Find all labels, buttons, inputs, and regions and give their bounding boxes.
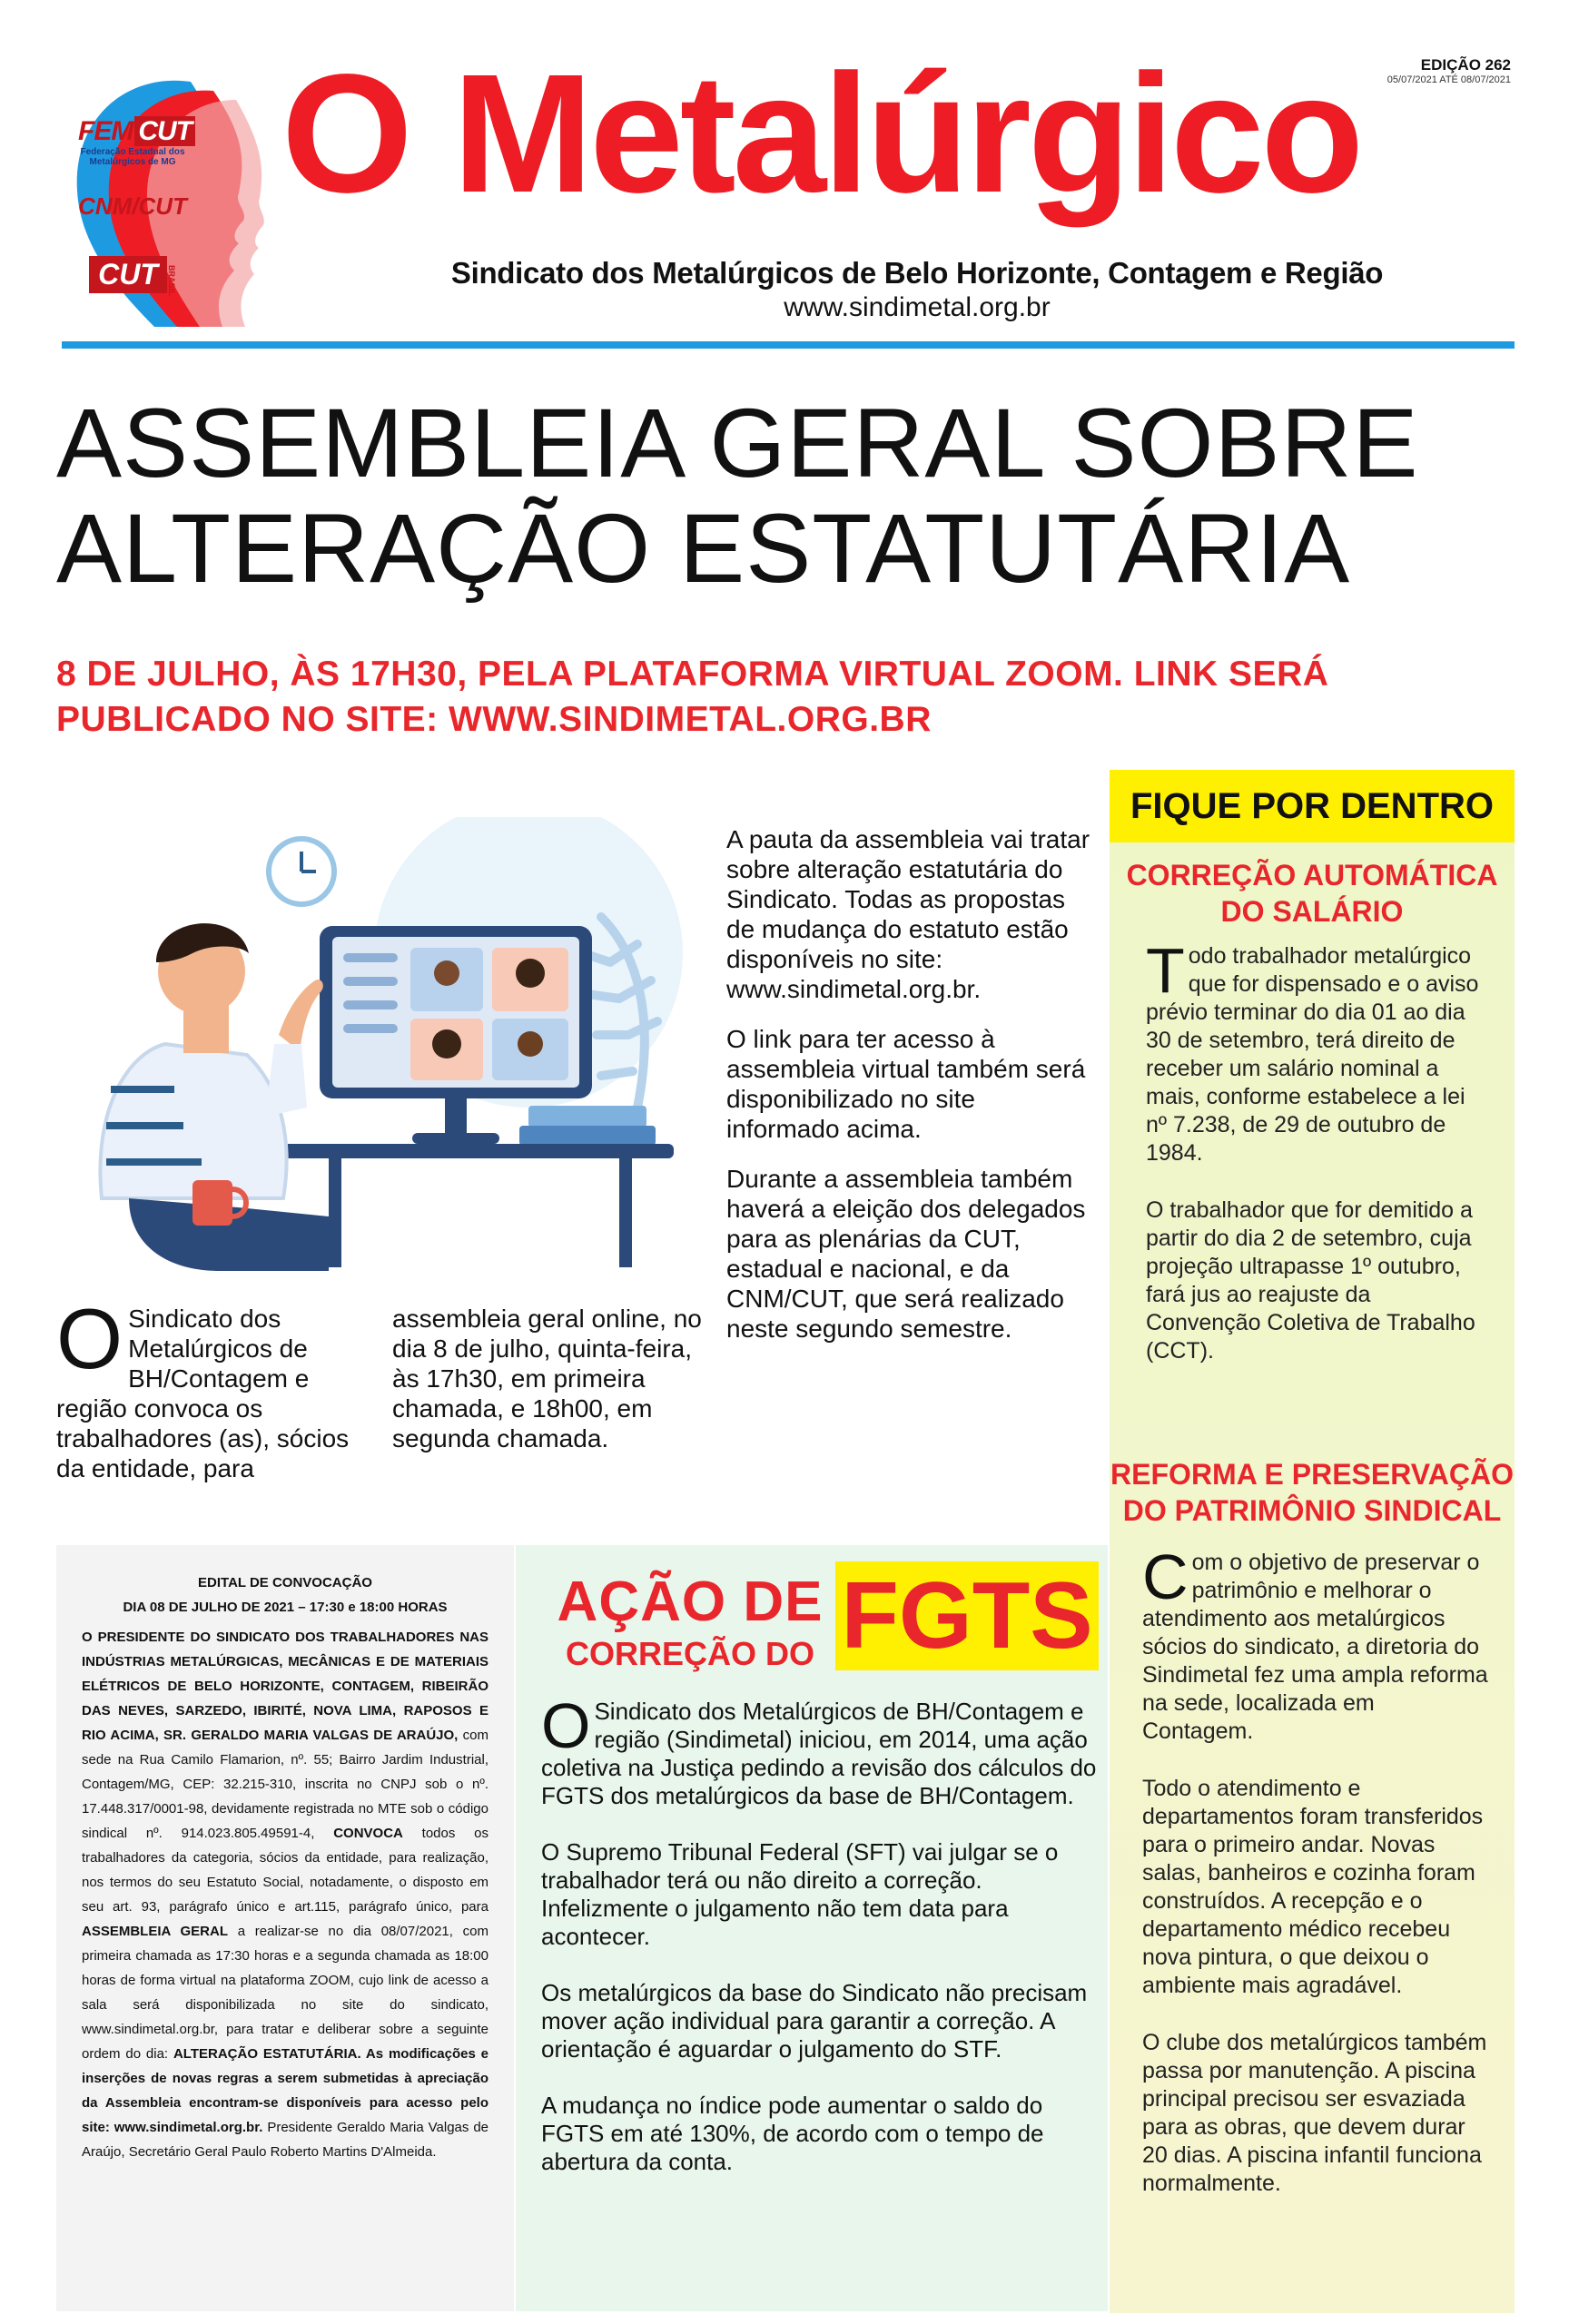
edition-info [1387,56,1511,85]
pauta-paragraph: Durante a assembleia também haverá a eleição dos delegados para as plenárias da CUT, estadual e nacional, e da CNM/CUT, que será realizado neste segundo semestre. [726,1165,1086,1343]
intro-column-right: assembleia geral online, no dia 8 de julho, quinta-feira, às 17h30, em primeira chamada, e 18h00, em segunda chamada. [392,1305,702,1452]
main-headline: ASSEMBLEIA GERAL SOBRE ALTERAÇÃO ESTATUTÁRIA [56,388,1419,603]
intro-dropcap: O [56,1291,123,1386]
edition-number: EDIÇÃO 262 [1420,56,1511,74]
fgts-body: O Sindicato dos Metalúrgicos de BH/Contagem e região (Sindimetal) iniciou, em 2014, uma ação coletiva na Justiça pedindo a revisão dos cálculos do FGTS dos metalúrgicos da base de BH/Contagem. O Supremo Tribunal Federal (SFT) vai julgar se o trabalhador terá ou não direito a correção. Infelizmente o julgamento não tem data para acontecer. Os metalúrgicos da base do Sindicato não precisam mover ação individual para garantir a correção. A orientação é aguardar o julgamento do STF. A mudança no índice pode aumentar o saldo do FGTS em até 130%, de acordo com o tempo de abertura da conta. [541,1690,1097,2175]
video-call-illustration [56,817,692,1280]
mug [192,1180,232,1226]
sidebar-heading-reforma: REFORMA E PRESERVAÇÃO DO PATRIMÔNIO SINDICAL [1110,1458,1514,1527]
fgts-heading-line1: AÇÃO DE [557,1571,824,1633]
edital-date: DIA 08 DE JULHO DE 2021 – 17:30 e 18:00 HORAS [123,1600,448,1615]
sidebar-dropcap: T [1146,935,1185,1006]
masthead-title: O Metalúrgico [281,40,1361,228]
edital-body: O PRESIDENTE DO SINDICATO DOS TRABALHADORES NAS INDÚSTRIAS METALÚRGICAS, MECÂNICAS E DE MATERIAIS ELÉTRICOS DE BELO HORIZONTE, CONTAGEM, RIBEIRÃO DAS NEVES, SARZEDO, IBIRITÉ, NOVA LIMA, RAPOSOS E RIO ACIMA, SR. GERALDO MARIA VALGAS DE ARAÚJO, com sede na Rua Camilo Flamarion, nº. 55; Bairro Jardim Industrial, Contagem/MG, CEP: 32.215-310, inscrita no CNPJ sob o nº. 17.448.317/0001-98, devidamente registrada no MTE sob o código sindical nº. 914.023.805.49591-4, CONVOCA todos os trabalhadores da categoria, sócios da entidade, para realização, nos termos do seu Estatuto Social, notadamente, o disposto em seu art. 93, parágrafo único e art.115, parágrafo único, para ASSEMBLEIA GERAL a realizar-se no dia 08/07/2021, com primeira chamada as 17:30 horas e a segunda chamada as 18:00 horas de forma virtual na plataforma ZOOM, cujo link de acesso a sala será disponibilizada no site do sindicato, www.sindimetal.org.br, para tratar e deliberar sobre a seguinte ordem do dia: ALTERAÇÃO ESTATUTÁRIA. As modificações e inserções de novas regras a serem submetidas à apreciação da Assembleia encontram-se disponíveis para acesso pelo site: www.sindimetal.org.br. Presidente Geraldo Maria Valgas de Araújo, Secretário Geral Paulo Roberto Martins D'Almeida. [82,1630,489,2160]
person [100,1044,286,1198]
masthead-website[interactable]: www.sindimetal.org.br [784,292,1051,322]
sidebar-body-salario: Todo trabalhador metalúrgico que for dispensado e o aviso prévio terminar do dia 01 ao dia 30 de setembro, terá direito de receber um salário nominal a mais, conforme estabelece a lei nº 7.238, de 29 de outubro de 1984. O trabalhador que for demitido a partir do dia 2 de setembro, cuja projeção ultrapasse 1º outubro, fará jus ao reajuste da Convenção Coletiva de Trabalho (CCT). [1146,935,1479,1364]
masthead-subtitle: Sindicato dos Metalúrgicos de Belo Horizonte, Contagem e Região [450,256,1384,290]
sidebar-dropcap: C [1142,1541,1189,1612]
fgts-tag: FGTS [835,1561,1099,1670]
edital-title: EDITAL DE CONVOCAÇÃO [198,1575,372,1590]
fgts-heading-line2: CORREÇÃO DO [565,1635,814,1672]
intro-column-left: O Sindicato dos Metalúrgicos de BH/Contagem e região convoca os trabalhadores (as), sócios da entidade, para [56,1291,350,1482]
pauta-column [726,824,1090,1364]
masthead-rule [62,341,1515,349]
pauta-paragraph: A pauta da assembleia vai tratar sobre alteração estatutária do Sindicato. Todas as propostas de mudança do estatuto estão disponíveis no site: www.sindimetal.org.br. [726,825,1090,1003]
sidebar-body-reforma: Com o objetivo de preservar o patrimônio e melhorar o atendimento aos metalúrgicos sócios do sindicato, a diretoria do Sindimetal fez uma ampla reforma na sede, localizada em Contagem. Todo o atendimento e departamentos foram transferidos para o primeiro andar. Novas salas, banheiros e cozinha foram construídos. A recepção e o departamento médico recebeu nova pintura, o que deixou o ambiente mais agradável. O clube dos metalúrgicos também passa por manutenção. A piscina principal precisou ser esvaziada para as obras, que devem durar 20 dias. A piscina infantil funciona normalmente. [1142,1541,1488,2196]
cut-logo: CUT BRASIL [78,256,187,296]
sidebar-title: FIQUE POR DENTRO [1110,770,1515,842]
headline-subhead: 8 DE JULHO, ÀS 17H30, PELA PLATAFORMA VIRTUAL ZOOM. LINK SERÁ PUBLICADO NO SITE: WWW.SINDIMETAL.ORG.BR [56,655,1329,739]
femcut-logo: FEM CUT Federação Estadual dos Metalúrgicos de MG [78,116,187,167]
edital-text [82,1571,488,2164]
sidebar-heading-salario: CORREÇÃO AUTOMÁTICA DO SALÁRIO [1126,859,1498,928]
pauta-paragraph: O link para ter acesso à assembleia virtual também será disponibilizado no site informado acima. [726,1025,1086,1143]
edition-dates: 05/07/2021 ATÉ 08/07/2021 [1386,74,1511,85]
cnm-cut-logo: CNM/CUT [78,192,187,220]
fgts-dropcap: O [541,1690,591,1761]
